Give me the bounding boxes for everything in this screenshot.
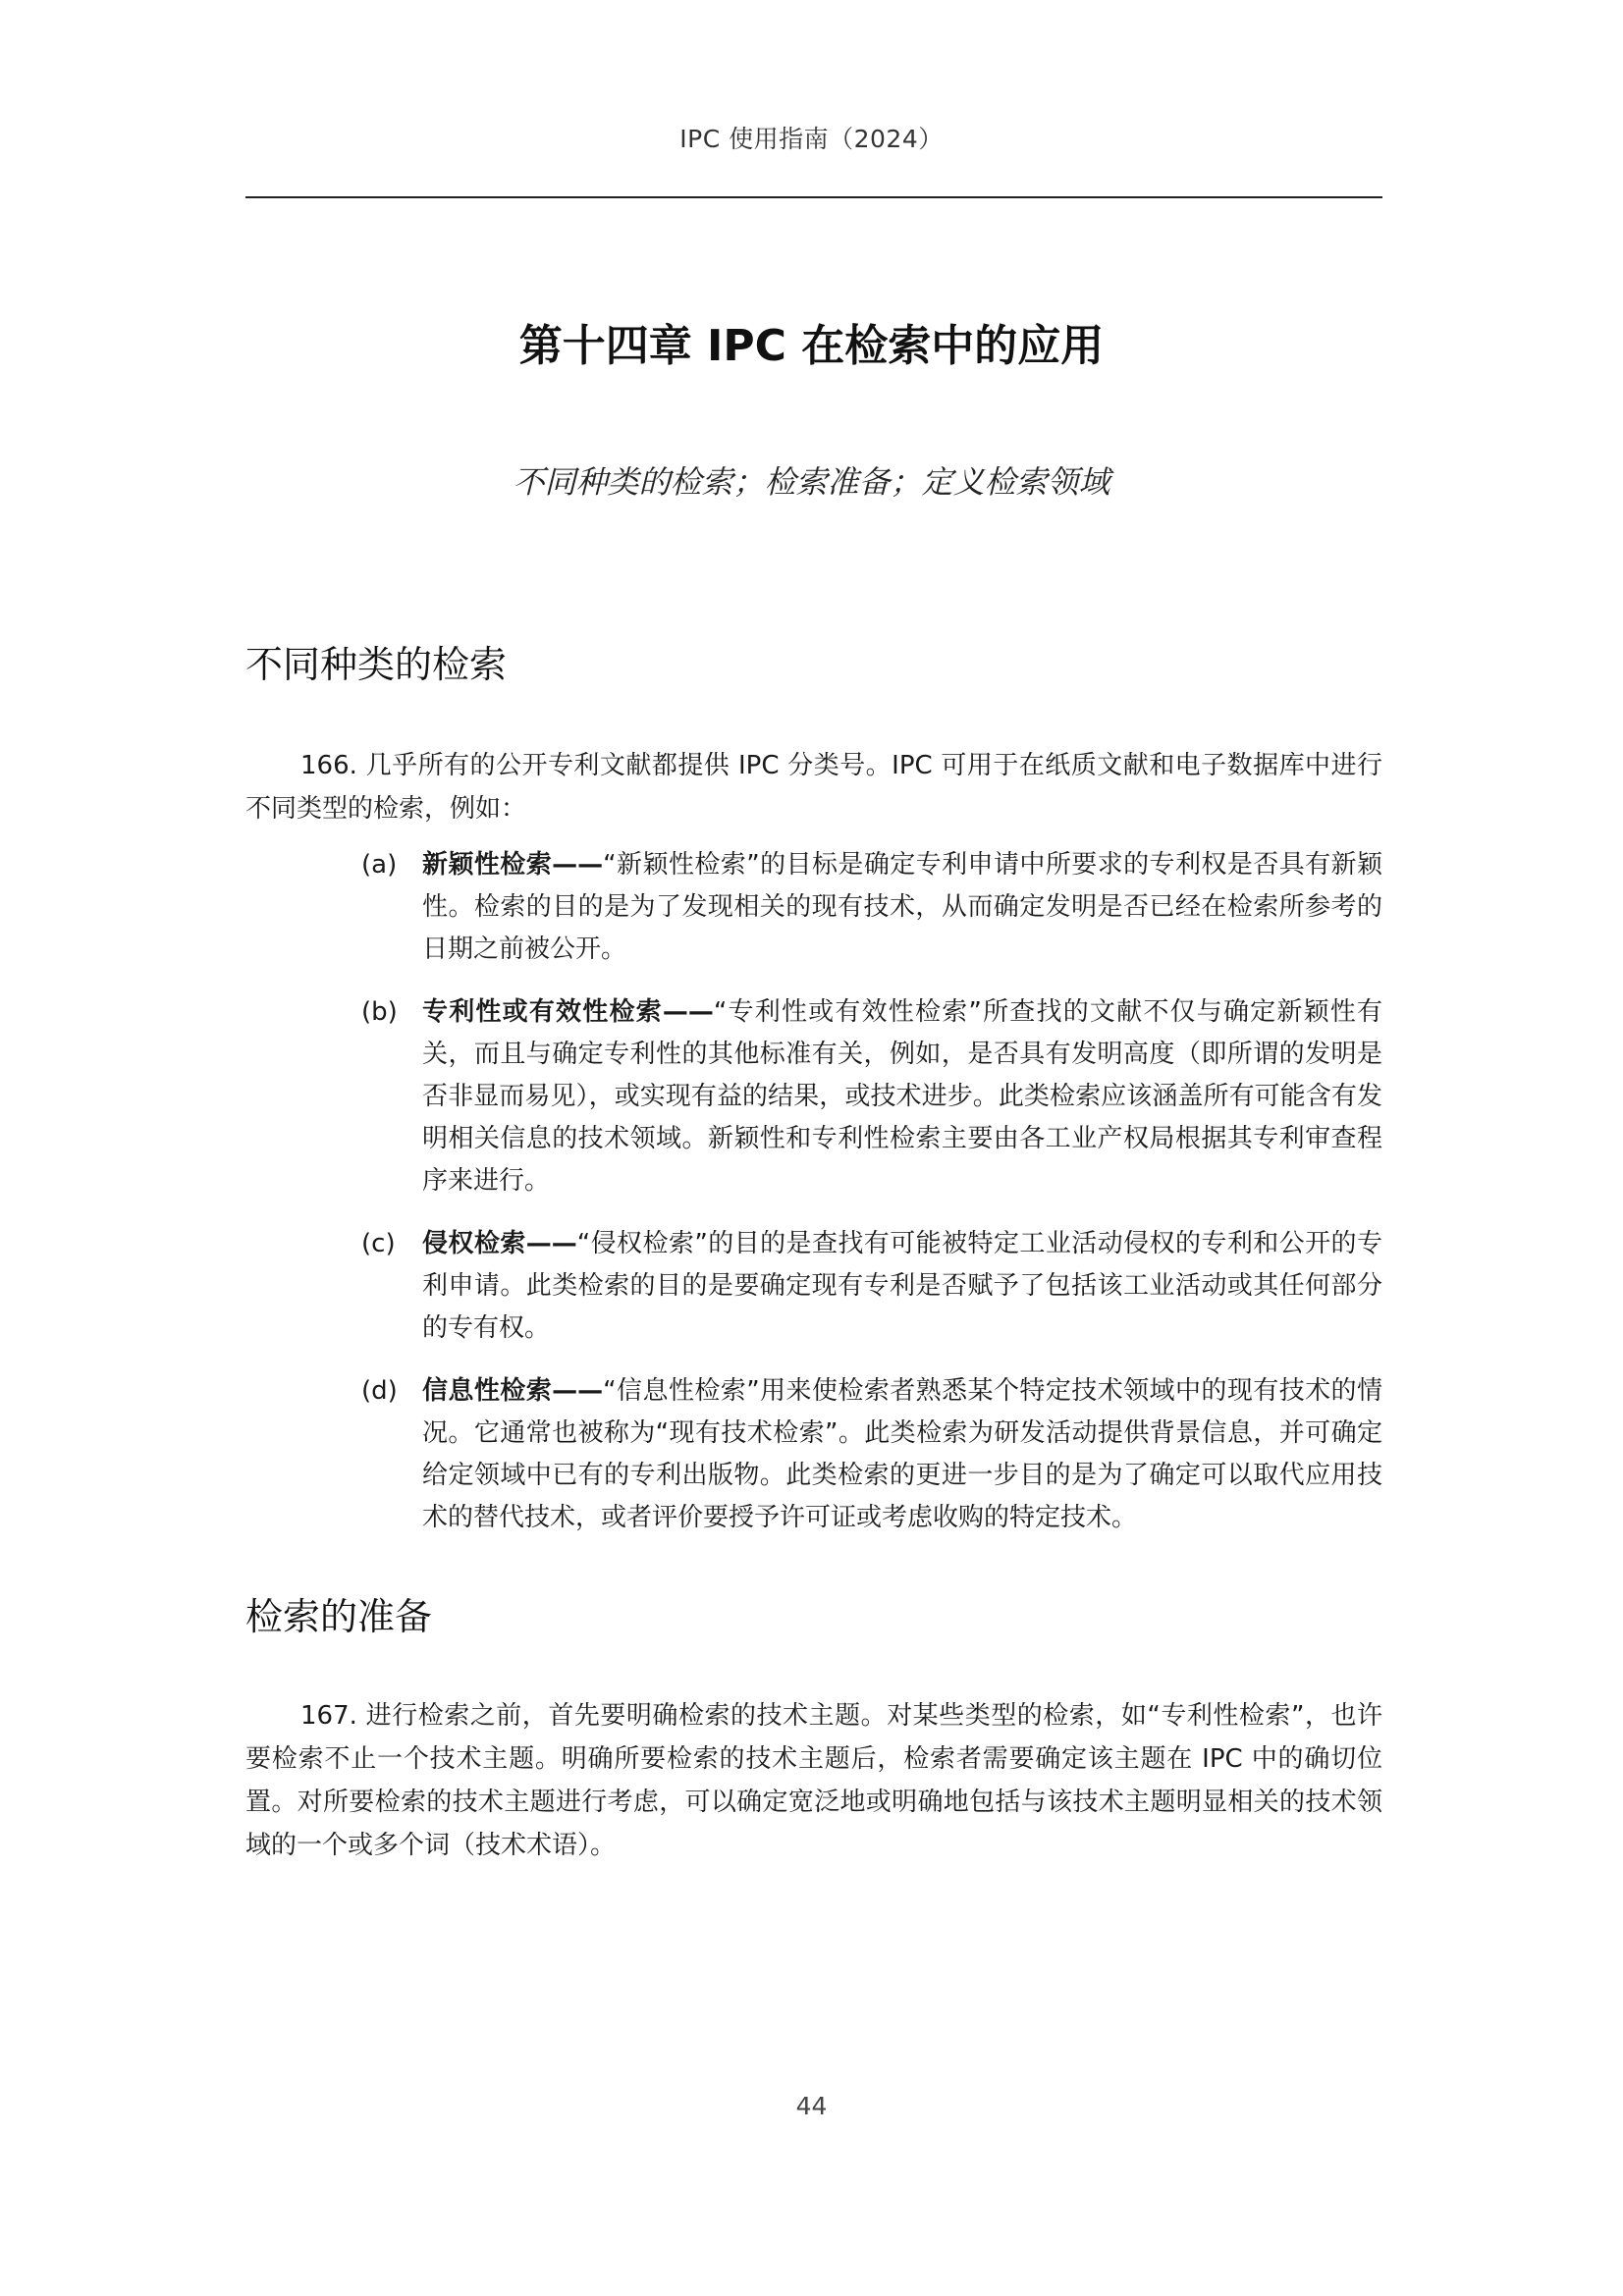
paragraph-text: 进行检索之前，首先要明确检索的技术主题。对某些类型的检索，如“专利性检索”，也许要检索不止一个技术主题。明确所要检索的技术主题后，检索者需要确定该主题在 IPC 中的确切位置。对所要检索的技术主题进行考虑，可以确定宽泛地或明确地包括与该技术主题明显相关的技术领域的一个或多个词（技术术语）。: [245, 1701, 1382, 1860]
list-item-text: “信息性检索”用来使检索者熟悉某个特定技术领域中的现有技术的情况。它通常也被称为“现有技术检索”。此类检索为研发活动提供背景信息，并可确定给定领域中已有的专利出版物。此类检索的更进一步目的是为了确定可以取代应用技术的替代技术，或者评价要授予许可证或考虑收购的特定技术。: [422, 1376, 1382, 1532]
list-item-patentability-search: [245, 991, 1382, 1202]
list-item-term: 信息性检索——: [422, 1376, 604, 1406]
list-item-infringement-search: [245, 1223, 1382, 1350]
list-item-label: (d): [361, 1376, 398, 1406]
list-item-informational-search: [245, 1370, 1382, 1539]
paragraph-number: 167.: [300, 1701, 357, 1731]
list-item-label: (c): [361, 1229, 396, 1258]
header-divider: [245, 196, 1382, 198]
paragraph-text: 几乎所有的公开专利文献都提供 IPC 分类号。IPC 可用于在纸质文献和电子数据库中进行不同类型的检索，例如：: [245, 751, 1382, 824]
search-types-list: [245, 844, 1382, 1560]
section-heading-search-preparation: 检索的准备: [245, 1595, 433, 1638]
paragraph-166: [245, 744, 1382, 830]
list-item-novelty-search: [245, 844, 1382, 971]
list-item-term: 专利性或有效性检索——: [422, 997, 714, 1027]
paragraph-167: [245, 1694, 1382, 1867]
page-number: 44: [795, 2092, 828, 2120]
chapter-title: 第十四章 IPC 在检索中的应用: [518, 321, 1105, 371]
list-item-label: (b): [361, 997, 398, 1027]
list-item-term: 新颖性检索——: [422, 850, 604, 880]
list-item-label: (a): [361, 850, 398, 880]
running-header: IPC 使用指南（2024）: [679, 125, 944, 153]
list-item-text: “侵权检索”的目的是查找有可能被特定工业活动侵权的专利和公开的专利申请。此类检索的目的是要确定现有专利是否赋予了包括该工业活动或其任何部分的专有权。: [422, 1229, 1382, 1343]
section-heading-search-types: 不同种类的检索: [245, 643, 508, 686]
chapter-subtitle: 不同种类的检索；检索准备；定义检索领域: [513, 463, 1110, 501]
list-item-text: “新颖性检索”的目标是确定专利申请中所要求的专利权是否具有新颖性。检索的目的是为了发现相关的现有技术，从而确定发明是否已经在检索所参考的日期之前被公开。: [422, 850, 1382, 964]
list-item-text: “专利性或有效性检索”所查找的文献不仅与确定新颖性有关，而且与确定专利性的其他标准有关，例如，是否具有发明高度（即所谓的发明是否非显而易见），或实现有益的结果，或技术进步。此类检索应该涵盖所有可能含有发明相关信息的技术领域。新颖性和专利性检索主要由各工业产权局根据其专利审查程序来进行。: [422, 997, 1382, 1196]
list-item-term: 侵权检索——: [422, 1229, 577, 1258]
paragraph-number: 166.: [300, 751, 357, 780]
